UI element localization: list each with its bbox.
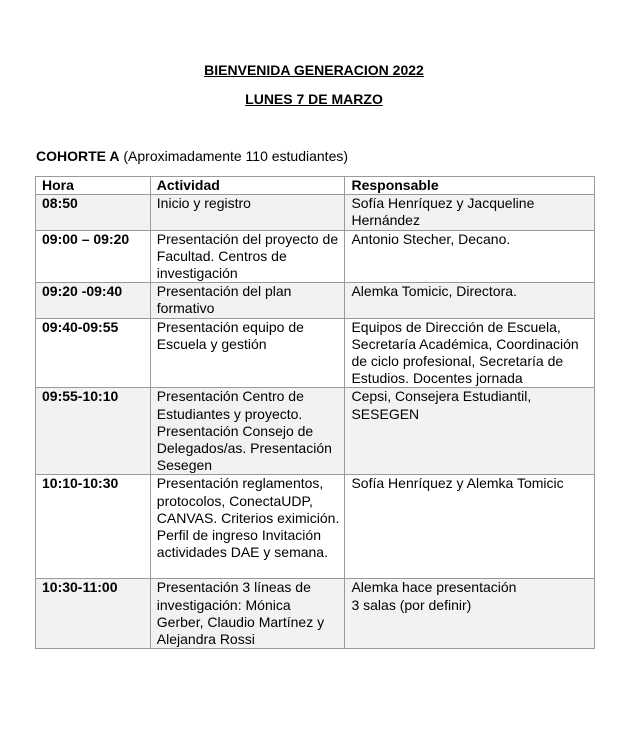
cell-actividad: Presentación 3 líneas de investigación: Mónica Gerber, Claudio Martínez y Alejandra Rossi — [150, 579, 345, 649]
table-row — [36, 195, 595, 230]
cell-responsable: Cepsi, Consejera Estudiantil, SESEGEN — [345, 388, 595, 475]
cell-actividad: Presentación Centro de Estudiantes y proyecto. Presentación Consejo de Delegados/as. Presentación Sesegen — [150, 388, 345, 475]
table-row — [36, 475, 595, 579]
column-header-actividad: Actividad — [150, 177, 345, 195]
column-header-hora: Hora — [36, 177, 151, 195]
cohort-name: COHORTE A — [36, 148, 120, 164]
cell-hora: 09:55-10:10 — [36, 388, 151, 475]
table-row — [36, 579, 595, 649]
cohort-note: (Aproximadamente 110 estudiantes) — [123, 148, 349, 164]
cell-hora: 09:00 – 09:20 — [36, 230, 151, 283]
cell-hora: 10:30-11:00 — [36, 579, 151, 649]
cell-responsable: Sofía Henríquez y Jacqueline Hernández — [345, 195, 595, 230]
cell-actividad: Presentación del plan formativo — [150, 283, 345, 318]
table-header-row — [36, 177, 595, 195]
table-row — [36, 388, 595, 475]
cell-actividad: Presentación reglamentos, protocolos, ConectaUDP, CANVAS. Criterios eximición. Perfil de ingreso Invitación actividades DAE y semana. — [150, 475, 345, 579]
cell-hora: 09:40-09:55 — [36, 318, 151, 388]
cell-responsable — [345, 579, 595, 649]
cell-actividad: Inicio y registro — [150, 195, 345, 230]
cell-actividad: Presentación del proyecto de Facultad. Centros de investigación — [150, 230, 345, 283]
responsable-line: Alemka hace presentación — [351, 579, 517, 596]
table-row — [36, 283, 595, 318]
cell-hora: 10:10-10:30 — [36, 475, 151, 579]
document-title: BIENVENIDA GENERACION 2022 — [204, 62, 424, 78]
table-row — [36, 230, 595, 283]
table-row — [36, 318, 595, 388]
document-date: LUNES 7 DE MARZO — [245, 91, 383, 107]
cell-responsable: Antonio Stecher, Decano. — [345, 230, 595, 283]
cell-responsable: Sofía Henríquez y Alemka Tomicic — [345, 475, 595, 579]
cell-actividad: Presentación equipo de Escuela y gestión — [150, 318, 345, 388]
cell-responsable: Equipos de Dirección de Escuela, Secretaría Académica, Coordinación de ciclo profesional, Secretaría de Estudios. Docentes jornada — [345, 318, 595, 388]
cell-hora: 08:50 — [36, 195, 151, 230]
cohort-heading — [36, 148, 348, 164]
schedule-table — [35, 176, 595, 649]
cell-hora: 09:20 -09:40 — [36, 283, 151, 318]
cell-responsable: Alemka Tomicic, Directora. — [345, 283, 595, 318]
responsable-line: 3 salas (por definir) — [351, 596, 472, 613]
column-header-responsable: Responsable — [345, 177, 595, 195]
